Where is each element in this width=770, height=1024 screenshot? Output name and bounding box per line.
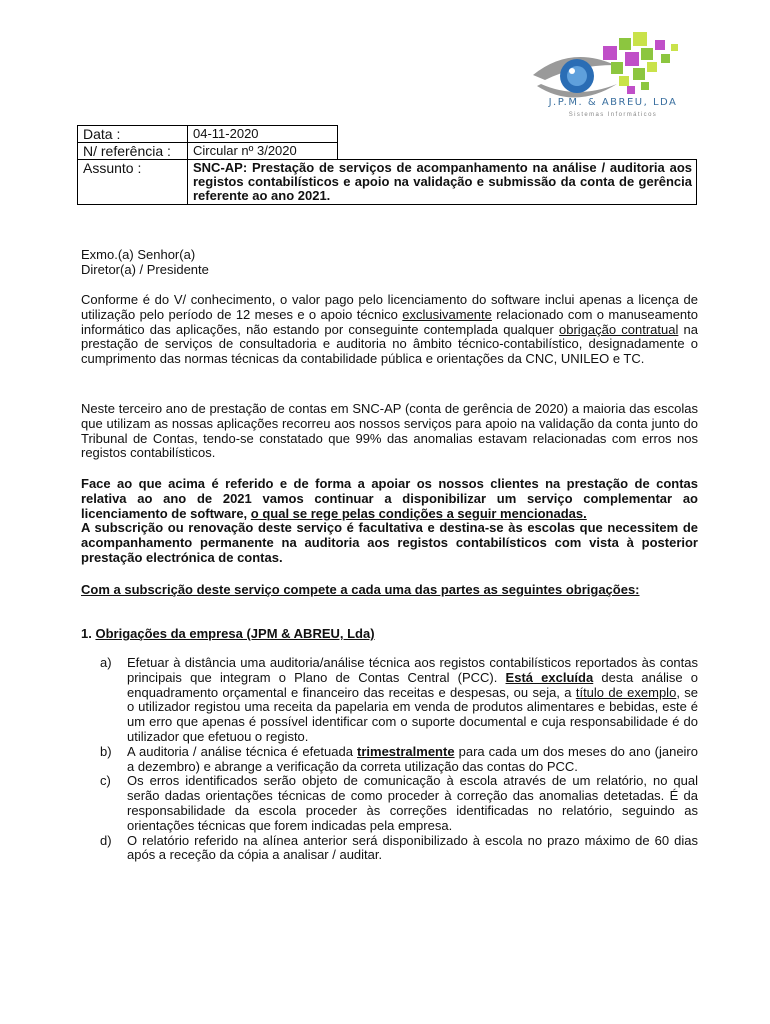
logo-company-name: J.P.M. & ABREU, LDA <box>548 97 678 108</box>
reference-row <box>78 143 697 160</box>
greeting-line-1: Exmo.(a) Senhor(a) <box>81 247 196 262</box>
paragraph-2-text: Neste terceiro ano de prestação de contas em SNC-AP (conta de gerência de 2020) a maioria das escolas que utilizam as nossas aplicações recorreu aos nossos serviços para apoio na validação da conta junto do Tribunal de Contas, tendo-se constatado que 99% das anomalias estavam relacionadas com erros nos registos contabilísticos. <box>81 401 698 461</box>
greeting <box>81 248 698 278</box>
date-value: 04-11-2020 <box>188 126 338 143</box>
paragraph-3-text-b: A subscrição ou renovação deste serviço é facultativa e destina-se às escolas que necessitem de acompanhamento permanente na auditoria aos registos contabilísticos com vista à posterior prestação electrónica de contas. <box>81 520 698 565</box>
header-table <box>77 125 697 205</box>
subject-label: Assunto : <box>78 160 188 205</box>
logo-tagline: Sistemas Informáticos <box>568 112 658 118</box>
list-item: a) Efetuar à distância uma auditoria/análise técnica aos registos contabilísticos reportados às contas principais que integram o Plano de Contas Central (PCC). Está excluída desta análise o enquadramento orçamental e financeiro das receitas e despesas, ou seja, a título de exemplo, se o utilizador registou uma receita da papelaria em venda de produtos alimentares e bebidas, este é um erro que apenas é possível identificar com o suporte documental e cuja responsabilidade é do utilizador que efetuou o registo. <box>100 655 698 744</box>
obligations-heading: Com a subscrição deste serviço compete a cada uma das partes as seguintes obrigações: <box>81 582 640 597</box>
paragraph-1-text-c: na prestação de serviços de consultadoria e auditoria no âmbito técnico-contabilístico, designadamente o cumprimento das normas técnicas da contabilidade pública e orientações da CNC, UNILEO e TC. <box>81 321 698 367</box>
list-item: d) O relatório referido na alínea anterior será disponibilizado à escola no prazo máximo de 60 dias após a receção da cópia a analisar / auditar. <box>100 832 698 863</box>
list-item: b) A auditoria / análise técnica é efetuada trimestralmente para cada um dos meses do ano (janeiro a dezembro) e abrange a verificação da correta utilização das contas do PCC. <box>100 743 698 774</box>
emphasis-quarterly: trimestralmente <box>357 743 455 759</box>
list-item-marker: c) <box>100 773 111 789</box>
paragraph-1 <box>81 293 698 367</box>
greeting-line-2: Diretor(a) / Presidente <box>81 261 209 277</box>
section-1-title: Obrigações da empresa (JPM & ABREU, Lda) <box>95 626 375 641</box>
paragraph-1-underline-2: obrigação contratual <box>558 321 679 337</box>
company-logo <box>515 20 705 125</box>
reference-label: N/ referência : <box>78 143 188 160</box>
emphasis-example: título de exemplo <box>575 684 677 700</box>
date-label: Data : <box>78 126 188 143</box>
paragraph-1-text-a: Conforme é do V/ conhecimento, o valor pago pelo licenciamento do software inclui apenas a licença de utilização pelo período de 12 meses e o apoio técnico <box>81 292 698 322</box>
paragraph-3-text-a: Face ao que acima é referido e de forma a apoiar os nossos clientes na prestação de contas relativa ao ano de 2021 vamos continuar a disponibilizar um serviço complementar ao licenciamento de software, <box>81 476 698 521</box>
list-item-marker: a) <box>100 655 112 670</box>
section-1-list <box>81 656 698 863</box>
paragraph-1-text-b: relacionado com o manuseamento informático das aplicações, não estando por conseguinte contemplada qualquer <box>81 306 699 337</box>
paragraph-3-underline: o qual se rege pelas condições a seguir mencionadas. <box>250 505 587 521</box>
section-1-heading <box>81 627 698 642</box>
subject-row <box>78 160 697 205</box>
paragraph-1-underline-1: exclusivamente <box>402 306 492 322</box>
paragraph-2 <box>81 402 698 461</box>
reference-value: Circular nº 3/2020 <box>188 143 338 160</box>
section-1-number: 1. <box>81 626 92 641</box>
list-item-marker: b) <box>100 743 112 759</box>
list-item: c) Os erros identificados serão objeto de comunicação à escola através de um relatório, no qual serão dadas orientações técnicas de como proceder à correção das anomalias detetadas. É da responsabilidade da escola proceder às correções identificadas no relatório, seguindo as orientações técnicas que forem indicadas pela empresa. <box>100 773 698 833</box>
list-item-marker: d) <box>100 832 112 848</box>
subject-value: SNC-AP: Prestação de serviços de acompanhamento na análise / auditoria aos registos contabilísticos e apoio na validação e submissão da conta de gerência referente ao ano 2021. <box>188 160 697 205</box>
paragraph-3 <box>81 477 698 566</box>
emphasis-excluded: Está excluída <box>505 669 594 685</box>
date-row <box>78 126 697 143</box>
